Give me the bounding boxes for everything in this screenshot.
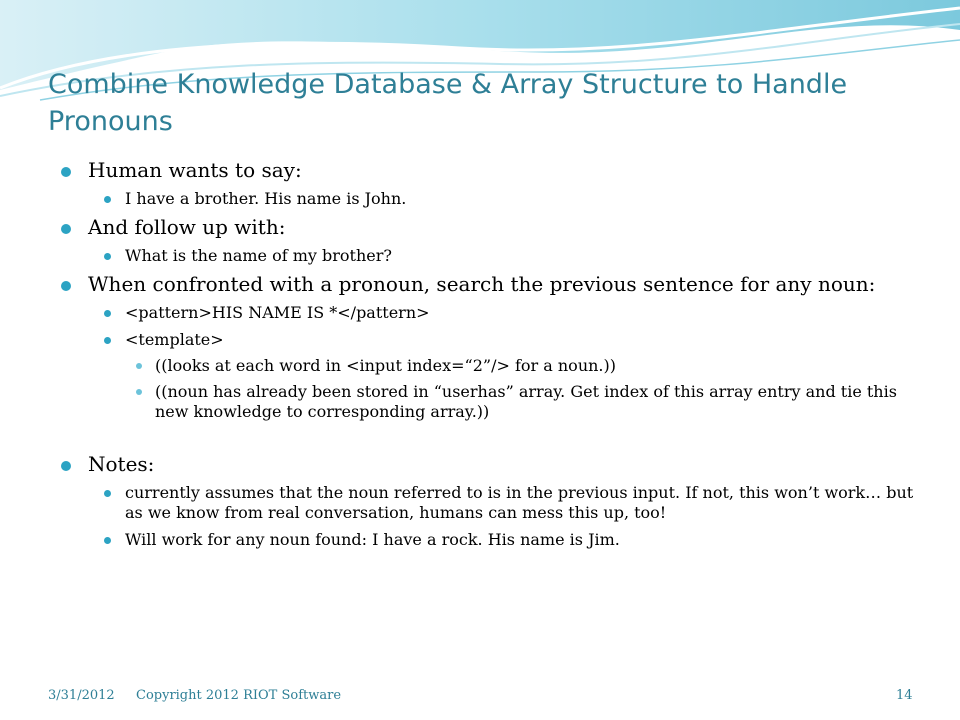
bullet-dot-icon <box>61 281 71 291</box>
bullet-notes <box>60 453 920 476</box>
bullet-dot-icon <box>104 196 111 203</box>
bullet-text: Human wants to say: <box>88 158 302 182</box>
bullet-text: <template> <box>125 330 224 349</box>
sub-bullet-template <box>60 330 920 350</box>
bullet-text: Will work for any noun found: I have a rock. His name is Jim. <box>125 530 620 549</box>
slide-body <box>60 152 920 550</box>
footer-copyright: Copyright 2012 RIOT Software <box>136 688 342 703</box>
bullet-dot-icon <box>104 310 111 317</box>
footer-date: 3/31/2012 <box>48 688 115 703</box>
bullet-text: When confronted with a pronoun, search the previous sentence for any noun: <box>88 272 876 296</box>
bullet-dot-icon <box>61 224 71 234</box>
sub-sub-bullet-looks <box>60 356 920 376</box>
bullet-text: And follow up with: <box>88 215 286 239</box>
bullet-pronoun-rule <box>60 273 920 296</box>
bullet-follow-up <box>60 216 920 239</box>
sub-bullet-assumption <box>60 483 920 523</box>
bullet-dot-icon <box>104 337 111 344</box>
bullet-text: ((noun has already been stored in “userhas” array. Get index of this array entry and tie this new knowledge to corresponding array.)) <box>155 382 897 421</box>
sub-bullet-pattern <box>60 303 920 323</box>
bullet-text: ((looks at each word in <input index=“2”/> for a noun.)) <box>155 356 616 375</box>
bullet-text: What is the name of my brother? <box>125 246 392 265</box>
spacer <box>60 422 920 446</box>
bullet-text: currently assumes that the noun referred to is in the previous input. If not, this won’t work… but as we know from real conversation, humans can mess this up, too! <box>125 483 914 522</box>
bullet-dot-icon <box>104 490 111 497</box>
bullet-dot-icon <box>104 253 111 260</box>
slide-title: Combine Knowledge Database & Array Structure to Handle Pronouns <box>48 69 848 137</box>
bullet-text: I have a brother. His name is John. <box>125 189 407 208</box>
sub-bullet-any-noun <box>60 530 920 550</box>
bullet-text: Notes: <box>88 452 155 476</box>
bullet-dot-icon <box>136 389 142 395</box>
bullet-dot-icon <box>136 363 142 369</box>
bullet-dot-icon <box>104 537 111 544</box>
bullet-text: <pattern>HIS NAME IS *</pattern> <box>125 303 430 322</box>
sub-bullet-brother <box>60 189 920 209</box>
sub-bullet-question <box>60 246 920 266</box>
bullet-human-wants <box>60 159 920 182</box>
bullet-dot-icon <box>61 461 71 471</box>
footer-page-number: 14 <box>896 688 913 703</box>
sub-sub-bullet-noun-stored <box>60 382 920 422</box>
bullet-dot-icon <box>61 167 71 177</box>
